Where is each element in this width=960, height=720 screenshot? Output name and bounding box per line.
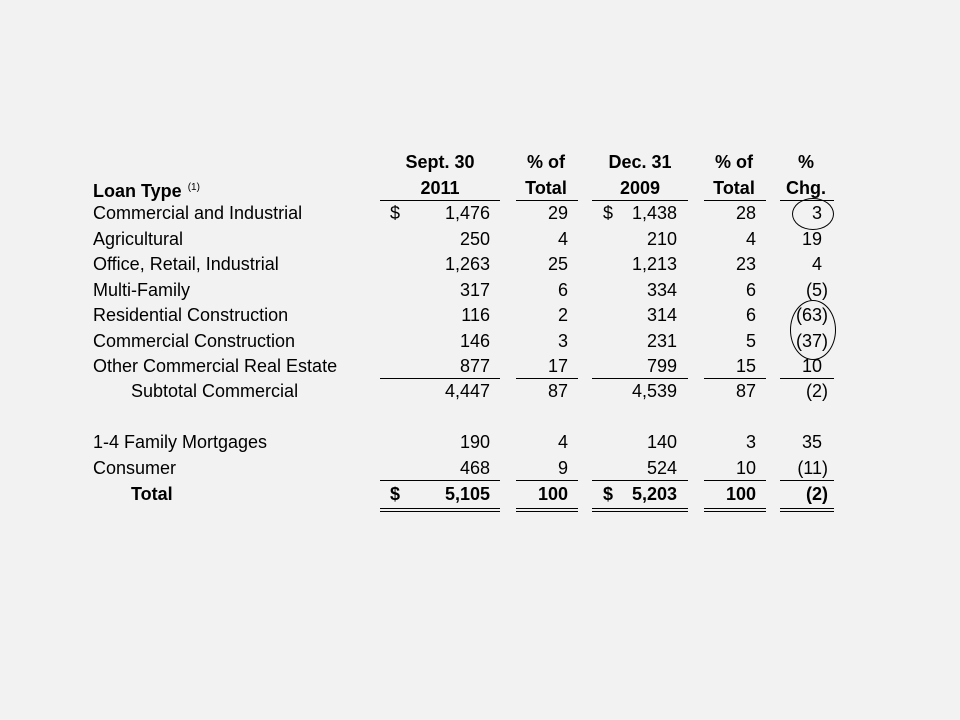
header-pct-of-2: % of — [715, 152, 753, 172]
value-2011: 317 — [459, 280, 490, 300]
value-2011: 5,105 — [444, 484, 490, 504]
pct-2009: 10 — [735, 458, 756, 478]
value-2011: 1,476 — [444, 203, 490, 223]
value-2009: 5,203 — [631, 484, 677, 504]
pct-change: 35 — [801, 432, 822, 452]
pct-2011: 3 — [557, 331, 568, 351]
currency-symbol: $ — [603, 203, 614, 223]
pct-2009: 4 — [745, 229, 756, 249]
total-double-line-col3-b — [592, 511, 688, 512]
header-underline-col3 — [592, 200, 688, 201]
value-2009: 334 — [646, 280, 677, 300]
row-label: Commercial Construction — [93, 331, 296, 351]
value-2011: 4,447 — [444, 381, 490, 401]
pct-change: 3 — [811, 203, 822, 223]
pct-change: 4 — [811, 254, 822, 274]
pct-2011: 100 — [537, 484, 568, 504]
total-line-col1 — [380, 480, 500, 481]
header-underline-col2 — [516, 200, 578, 201]
value-2011: 116 — [461, 305, 490, 325]
header-total-2: Total — [713, 178, 755, 198]
pct-2011: 25 — [547, 254, 568, 274]
row-label: Residential Construction — [93, 305, 289, 325]
total-line-col4 — [704, 480, 766, 481]
header-dec31: Dec. 31 — [608, 152, 672, 172]
pct-2009: 6 — [745, 305, 756, 325]
value-2009: 1,438 — [631, 203, 677, 223]
pct-change: (11) — [797, 458, 828, 478]
value-2009: 1,213 — [631, 254, 677, 274]
pct-change: (2) — [806, 484, 828, 504]
row-label: Consumer — [93, 458, 177, 478]
value-2009: 524 — [646, 458, 677, 478]
footnote-marker: (1) — [187, 182, 200, 193]
subtotal-line-col5 — [780, 378, 834, 379]
value-2009: 140 — [646, 432, 677, 452]
currency-symbol: $ — [603, 484, 614, 504]
row-label: 1-4 Family Mortgages — [93, 432, 268, 452]
header-underline-col4 — [704, 200, 766, 201]
total-double-line-col5 — [780, 508, 834, 509]
row-label: Agricultural — [93, 229, 184, 249]
pct-change: 10 — [801, 356, 822, 376]
currency-symbol: $ — [390, 484, 401, 504]
pct-2009: 6 — [745, 280, 756, 300]
header-underline-col1 — [380, 200, 500, 201]
currency-symbol: $ — [390, 203, 401, 223]
pct-2009: 28 — [735, 203, 756, 223]
pct-2011: 9 — [557, 458, 568, 478]
value-2009: 314 — [646, 305, 677, 325]
pct-change: 19 — [801, 229, 822, 249]
pct-2011: 17 — [547, 356, 568, 376]
pct-2011: 87 — [547, 381, 568, 401]
header-2009: 2009 — [619, 178, 661, 198]
subtotal-line-col3 — [592, 378, 688, 379]
pct-2009: 23 — [735, 254, 756, 274]
subtotal-line-col4 — [704, 378, 766, 379]
total-double-line-col4-b — [704, 511, 766, 512]
pct-2009: 15 — [735, 356, 756, 376]
row-label: Office, Retail, Industrial — [93, 254, 279, 274]
header-sept30: Sept. 30 — [405, 152, 475, 172]
highlight-circle-commercial-industrial — [792, 198, 834, 230]
pct-2011: 6 — [557, 280, 568, 300]
pct-change: (37) — [795, 331, 828, 351]
pct-2009: 100 — [725, 484, 756, 504]
subtotal-label: Subtotal Commercial — [131, 381, 299, 401]
value-2011: 877 — [459, 356, 490, 376]
value-2009: 231 — [646, 331, 677, 351]
pct-change: (5) — [806, 280, 828, 300]
total-double-line-col4 — [704, 508, 766, 509]
header-loan-type — [93, 177, 200, 202]
pct-2009: 87 — [735, 381, 756, 401]
pct-2011: 4 — [557, 229, 568, 249]
total-line-col3 — [592, 480, 688, 481]
total-line-col2 — [516, 480, 578, 481]
total-double-line-col1 — [380, 508, 500, 509]
total-double-line-col1-b — [380, 511, 500, 512]
pct-2009: 5 — [745, 331, 756, 351]
total-label: Total — [131, 484, 173, 504]
header-total-1: Total — [525, 178, 567, 198]
header-2011: 2011 — [420, 178, 460, 198]
pct-2011: 29 — [547, 203, 568, 223]
pct-2011: 4 — [557, 432, 568, 452]
value-2009: 4,539 — [631, 381, 677, 401]
header-pct-of-1: % of — [527, 152, 565, 172]
total-double-line-col2-b — [516, 511, 578, 512]
value-2011: 1,263 — [444, 254, 490, 274]
value-2009: 210 — [646, 229, 677, 249]
header-pct: % — [797, 152, 814, 172]
value-2011: 468 — [459, 458, 490, 478]
pct-change: (2) — [806, 381, 828, 401]
row-label: Multi-Family — [93, 280, 190, 300]
pct-2009: 3 — [745, 432, 756, 452]
row-label: Other Commercial Real Estate — [93, 356, 338, 376]
subtotal-line-col1 — [380, 378, 500, 379]
header-chg: Chg. — [786, 178, 826, 198]
total-double-line-col2 — [516, 508, 578, 509]
pct-2011: 2 — [557, 305, 568, 325]
total-double-line-col5-b — [780, 511, 834, 512]
total-double-line-col3 — [592, 508, 688, 509]
value-2011: 250 — [459, 229, 490, 249]
total-line-col5 — [780, 480, 834, 481]
subtotal-line-col2 — [516, 378, 578, 379]
value-2011: 190 — [459, 432, 490, 452]
pct-change: (63) — [795, 305, 828, 325]
highlight-circle-construction — [790, 300, 836, 360]
loan-type-label: Loan Type — [93, 181, 182, 201]
value-2009: 799 — [646, 356, 677, 376]
value-2011: 146 — [459, 331, 490, 351]
row-label: Commercial and Industrial — [93, 203, 303, 223]
